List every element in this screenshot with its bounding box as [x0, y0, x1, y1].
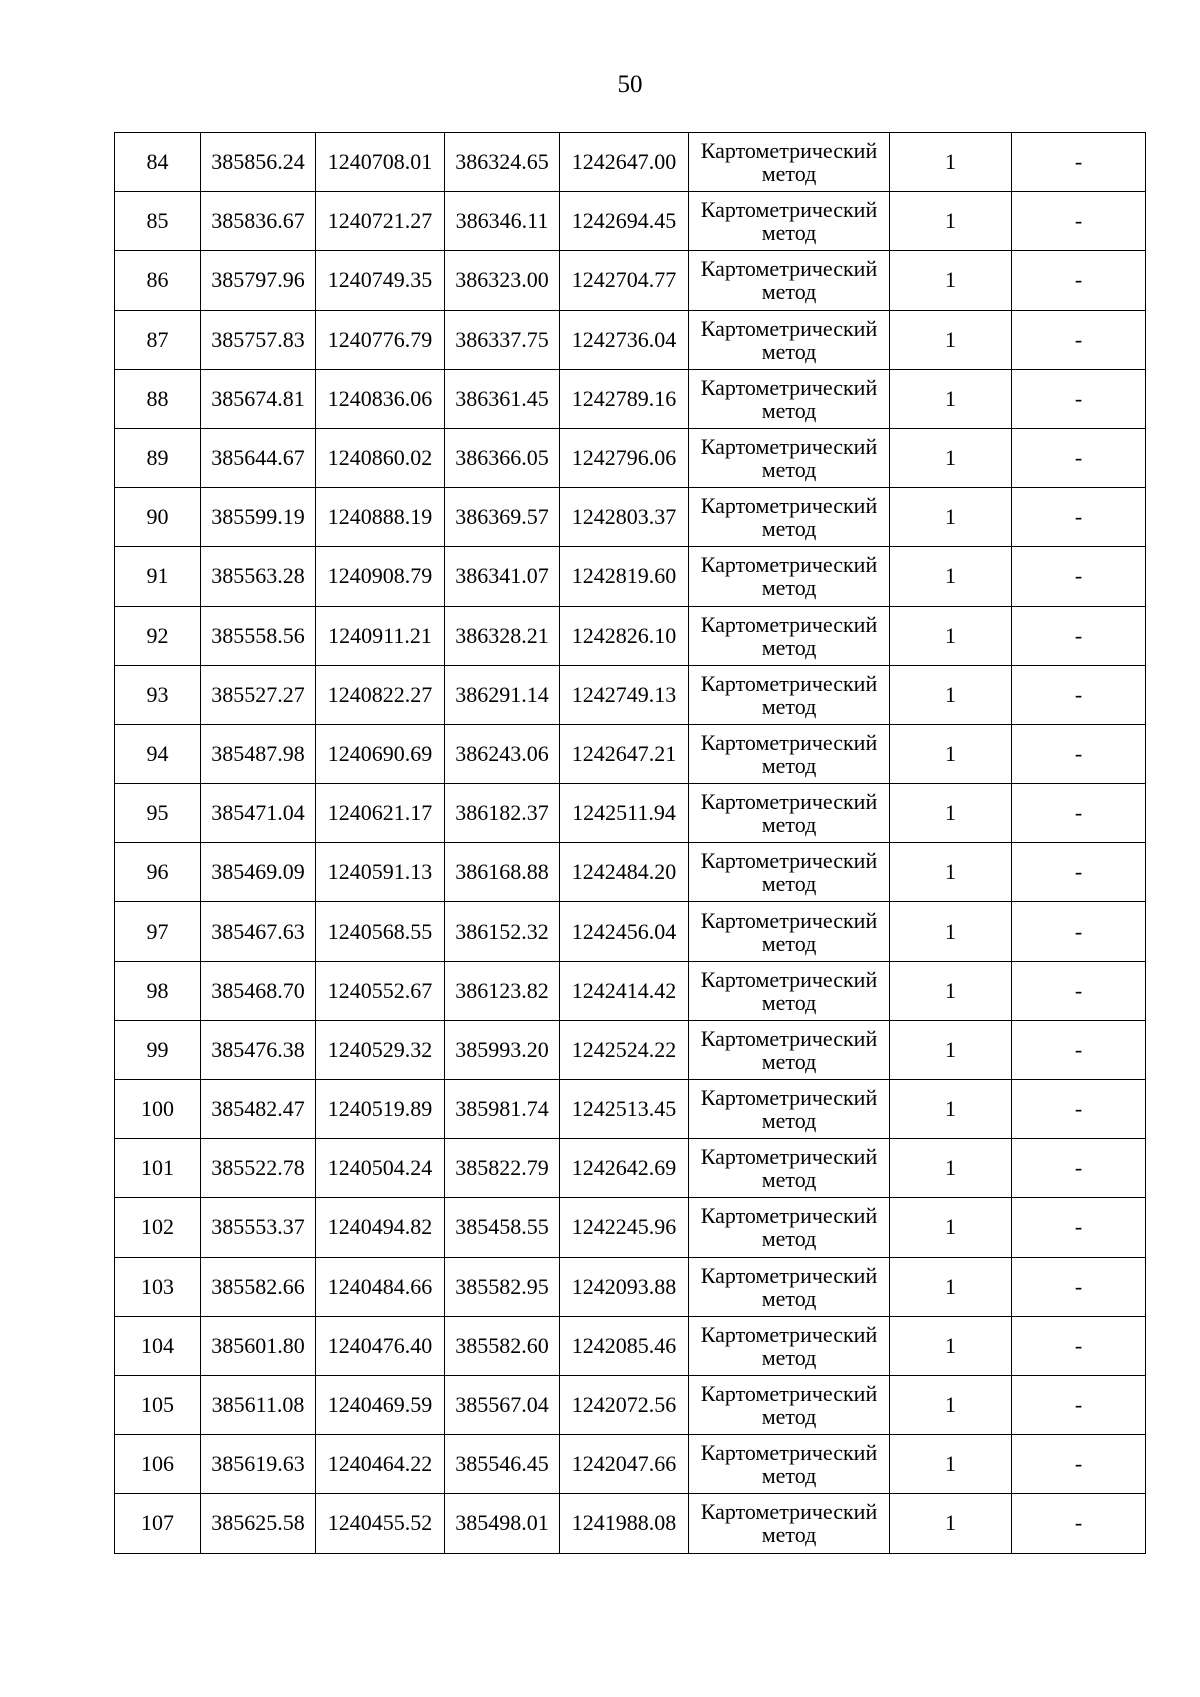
dash-cell: - — [1012, 310, 1146, 369]
method-cell — [689, 843, 890, 902]
method-cell — [689, 1257, 890, 1316]
method-line-1: Картометрический — [700, 670, 878, 696]
method-line-2: метод — [761, 457, 817, 483]
value-cell: 1 — [890, 369, 1012, 428]
table-row — [115, 606, 1146, 665]
table-row — [115, 665, 1146, 724]
y2-cell: 1242047.66 — [560, 1435, 689, 1494]
value-cell: 1 — [890, 606, 1012, 665]
y2-cell: 1241988.08 — [560, 1494, 689, 1553]
point-number-cell: 93 — [115, 665, 201, 724]
method-line-1: Картометрический — [700, 611, 878, 637]
dash-cell: - — [1012, 1316, 1146, 1375]
method-line-1: Картометрический — [700, 374, 878, 400]
x1-cell: 385644.67 — [201, 428, 316, 487]
x2-cell: 385993.20 — [445, 1020, 560, 1079]
point-number-cell: 103 — [115, 1257, 201, 1316]
x1-cell: 385582.66 — [201, 1257, 316, 1316]
point-number-cell: 85 — [115, 192, 201, 251]
method-line-2: метод — [761, 634, 817, 660]
table-row — [115, 961, 1146, 1020]
method-line-2: метод — [761, 752, 817, 778]
point-number-cell: 104 — [115, 1316, 201, 1375]
x2-cell: 385582.60 — [445, 1316, 560, 1375]
point-number-cell: 84 — [115, 133, 201, 192]
x2-cell: 386152.32 — [445, 902, 560, 961]
y1-cell: 1240690.69 — [316, 724, 445, 783]
y1-cell: 1240476.40 — [316, 1316, 445, 1375]
x2-cell: 385498.01 — [445, 1494, 560, 1553]
method-line-1: Картометрический — [700, 1025, 878, 1051]
dash-cell: - — [1012, 1020, 1146, 1079]
method-cell — [689, 1139, 890, 1198]
y2-cell: 1242511.94 — [560, 784, 689, 843]
dash-cell: - — [1012, 784, 1146, 843]
dash-cell: - — [1012, 665, 1146, 724]
value-cell: 1 — [890, 665, 1012, 724]
table-row — [115, 428, 1146, 487]
method-cell — [689, 606, 890, 665]
x1-cell: 385558.56 — [201, 606, 316, 665]
method-cell — [689, 1316, 890, 1375]
method-line-2: метод — [761, 930, 817, 956]
x2-cell: 386324.65 — [445, 133, 560, 192]
point-number-cell: 97 — [115, 902, 201, 961]
table-row — [115, 1020, 1146, 1079]
value-cell: 1 — [890, 1257, 1012, 1316]
value-cell: 1 — [890, 1375, 1012, 1434]
method-line-1: Картометрический — [700, 197, 878, 223]
x1-cell: 385601.80 — [201, 1316, 316, 1375]
x2-cell: 386328.21 — [445, 606, 560, 665]
x2-cell: 386323.00 — [445, 251, 560, 310]
dash-cell: - — [1012, 488, 1146, 547]
y2-cell: 1242749.13 — [560, 665, 689, 724]
dash-cell: - — [1012, 369, 1146, 428]
method-cell — [689, 428, 890, 487]
y2-cell: 1242524.22 — [560, 1020, 689, 1079]
y2-cell: 1242694.45 — [560, 192, 689, 251]
method-cell — [689, 1494, 890, 1553]
point-number-cell: 100 — [115, 1080, 201, 1139]
dash-cell: - — [1012, 1494, 1146, 1553]
y1-cell: 1240464.22 — [316, 1435, 445, 1494]
method-cell — [689, 488, 890, 547]
y2-cell: 1242647.21 — [560, 724, 689, 783]
method-line-2: метод — [761, 1463, 817, 1489]
method-cell — [689, 665, 890, 724]
method-cell — [689, 1080, 890, 1139]
y2-cell: 1242414.42 — [560, 961, 689, 1020]
value-cell: 1 — [890, 902, 1012, 961]
method-cell — [689, 1020, 890, 1079]
value-cell: 1 — [890, 1198, 1012, 1257]
value-cell: 1 — [890, 488, 1012, 547]
table-row — [115, 192, 1146, 251]
method-line-1: Картометрический — [700, 493, 878, 519]
y2-cell: 1242796.06 — [560, 428, 689, 487]
point-number-cell: 94 — [115, 724, 201, 783]
table-row — [115, 547, 1146, 606]
y1-cell: 1240455.52 — [316, 1494, 445, 1553]
method-line-2: метод — [761, 1167, 817, 1193]
dash-cell: - — [1012, 902, 1146, 961]
point-number-cell: 101 — [115, 1139, 201, 1198]
y1-cell: 1240504.24 — [316, 1139, 445, 1198]
method-line-2: метод — [761, 1522, 817, 1548]
y2-cell: 1242072.56 — [560, 1375, 689, 1434]
dash-cell: - — [1012, 547, 1146, 606]
point-number-cell: 102 — [115, 1198, 201, 1257]
y1-cell: 1240519.89 — [316, 1080, 445, 1139]
table-row — [115, 251, 1146, 310]
dash-cell: - — [1012, 251, 1146, 310]
y2-cell: 1242647.00 — [560, 133, 689, 192]
method-line-2: метод — [761, 1344, 817, 1370]
dash-cell: - — [1012, 1080, 1146, 1139]
x2-cell: 386341.07 — [445, 547, 560, 606]
value-cell: 1 — [890, 428, 1012, 487]
method-line-2: метод — [761, 1108, 817, 1134]
method-line-2: метод — [761, 812, 817, 838]
method-line-1: Картометрический — [700, 552, 878, 578]
value-cell: 1 — [890, 1080, 1012, 1139]
method-line-1: Картометрический — [700, 729, 878, 755]
table-row — [115, 1375, 1146, 1434]
x2-cell: 385822.79 — [445, 1139, 560, 1198]
x1-cell: 385471.04 — [201, 784, 316, 843]
x2-cell: 386168.88 — [445, 843, 560, 902]
x1-cell: 385757.83 — [201, 310, 316, 369]
method-line-2: метод — [761, 871, 817, 897]
value-cell: 1 — [890, 1435, 1012, 1494]
method-line-2: метод — [761, 989, 817, 1015]
method-line-2: метод — [761, 516, 817, 542]
x2-cell: 386182.37 — [445, 784, 560, 843]
value-cell: 1 — [890, 192, 1012, 251]
dash-cell: - — [1012, 192, 1146, 251]
dash-cell: - — [1012, 428, 1146, 487]
point-number-cell: 90 — [115, 488, 201, 547]
table-row — [115, 369, 1146, 428]
method-line-2: метод — [761, 220, 817, 246]
method-line-1: Картометрический — [700, 434, 878, 460]
value-cell: 1 — [890, 843, 1012, 902]
method-line-2: метод — [761, 1404, 817, 1430]
method-line-1: Картометрический — [700, 256, 878, 282]
x2-cell: 386366.05 — [445, 428, 560, 487]
x1-cell: 385619.63 — [201, 1435, 316, 1494]
method-cell — [689, 369, 890, 428]
y2-cell: 1242456.04 — [560, 902, 689, 961]
dash-cell: - — [1012, 724, 1146, 783]
method-line-2: метод — [761, 279, 817, 305]
method-cell — [689, 310, 890, 369]
table-row — [115, 1080, 1146, 1139]
point-number-cell: 98 — [115, 961, 201, 1020]
table-row — [115, 1494, 1146, 1553]
y2-cell: 1242789.16 — [560, 369, 689, 428]
method-line-2: метод — [761, 575, 817, 601]
method-line-1: Картометрический — [700, 789, 878, 815]
x1-cell: 385482.47 — [201, 1080, 316, 1139]
y1-cell: 1240822.27 — [316, 665, 445, 724]
value-cell: 1 — [890, 1494, 1012, 1553]
value-cell: 1 — [890, 1020, 1012, 1079]
method-line-2: метод — [761, 338, 817, 364]
point-number-cell: 92 — [115, 606, 201, 665]
x2-cell: 385546.45 — [445, 1435, 560, 1494]
x2-cell: 385582.95 — [445, 1257, 560, 1316]
point-number-cell: 105 — [115, 1375, 201, 1434]
y1-cell: 1240591.13 — [316, 843, 445, 902]
method-line-2: метод — [761, 161, 817, 187]
method-line-2: метод — [761, 693, 817, 719]
y1-cell: 1240860.02 — [316, 428, 445, 487]
x2-cell: 385458.55 — [445, 1198, 560, 1257]
x2-cell: 385567.04 — [445, 1375, 560, 1434]
method-cell — [689, 1435, 890, 1494]
y2-cell: 1242093.88 — [560, 1257, 689, 1316]
x1-cell: 385836.67 — [201, 192, 316, 251]
y1-cell: 1240776.79 — [316, 310, 445, 369]
x1-cell: 385674.81 — [201, 369, 316, 428]
y2-cell: 1242642.69 — [560, 1139, 689, 1198]
method-line-1: Картометрический — [700, 1085, 878, 1111]
value-cell: 1 — [890, 547, 1012, 606]
point-number-cell: 99 — [115, 1020, 201, 1079]
x2-cell: 386369.57 — [445, 488, 560, 547]
y2-cell: 1242819.60 — [560, 547, 689, 606]
x1-cell: 385797.96 — [201, 251, 316, 310]
method-line-2: метод — [761, 1226, 817, 1252]
method-cell — [689, 133, 890, 192]
x2-cell: 386361.45 — [445, 369, 560, 428]
method-cell — [689, 784, 890, 843]
method-line-2: метод — [761, 1285, 817, 1311]
y2-cell: 1242736.04 — [560, 310, 689, 369]
y1-cell: 1240484.66 — [316, 1257, 445, 1316]
y1-cell: 1240621.17 — [316, 784, 445, 843]
method-cell — [689, 547, 890, 606]
method-line-1: Картометрический — [700, 966, 878, 992]
y1-cell: 1240908.79 — [316, 547, 445, 606]
y1-cell: 1240494.82 — [316, 1198, 445, 1257]
x2-cell: 386243.06 — [445, 724, 560, 783]
value-cell: 1 — [890, 310, 1012, 369]
value-cell: 1 — [890, 251, 1012, 310]
method-cell — [689, 192, 890, 251]
y2-cell: 1242513.45 — [560, 1080, 689, 1139]
point-number-cell: 89 — [115, 428, 201, 487]
method-line-1: Картометрический — [700, 1321, 878, 1347]
point-number-cell: 91 — [115, 547, 201, 606]
x2-cell: 385981.74 — [445, 1080, 560, 1139]
table-row — [115, 1139, 1146, 1198]
y1-cell: 1240708.01 — [316, 133, 445, 192]
method-cell — [689, 1375, 890, 1434]
table-row — [115, 488, 1146, 547]
point-number-cell: 86 — [115, 251, 201, 310]
method-cell — [689, 961, 890, 1020]
y1-cell: 1240911.21 — [316, 606, 445, 665]
point-number-cell: 96 — [115, 843, 201, 902]
value-cell: 1 — [890, 133, 1012, 192]
dash-cell: - — [1012, 1257, 1146, 1316]
point-number-cell: 106 — [115, 1435, 201, 1494]
table-body — [115, 133, 1146, 1554]
x1-cell: 385611.08 — [201, 1375, 316, 1434]
table-row — [115, 902, 1146, 961]
point-number-cell: 87 — [115, 310, 201, 369]
method-line-1: Картометрический — [700, 848, 878, 874]
dash-cell: - — [1012, 1139, 1146, 1198]
table-row — [115, 1198, 1146, 1257]
table-row — [115, 784, 1146, 843]
y2-cell: 1242245.96 — [560, 1198, 689, 1257]
x2-cell: 386291.14 — [445, 665, 560, 724]
x1-cell: 385476.38 — [201, 1020, 316, 1079]
method-line-2: метод — [761, 1048, 817, 1074]
value-cell: 1 — [890, 1316, 1012, 1375]
method-line-1: Картометрический — [700, 1262, 878, 1288]
method-cell — [689, 1198, 890, 1257]
x1-cell: 385468.70 — [201, 961, 316, 1020]
x2-cell: 386123.82 — [445, 961, 560, 1020]
dash-cell: - — [1012, 1435, 1146, 1494]
y1-cell: 1240888.19 — [316, 488, 445, 547]
dash-cell: - — [1012, 1198, 1146, 1257]
value-cell: 1 — [890, 1139, 1012, 1198]
x2-cell: 386337.75 — [445, 310, 560, 369]
x1-cell: 385563.28 — [201, 547, 316, 606]
point-number-cell: 88 — [115, 369, 201, 428]
coordinates-table — [114, 132, 1146, 1554]
y1-cell: 1240469.59 — [316, 1375, 445, 1434]
table-row — [115, 310, 1146, 369]
dash-cell: - — [1012, 843, 1146, 902]
method-line-1: Картометрический — [700, 315, 878, 341]
y2-cell: 1242803.37 — [560, 488, 689, 547]
y1-cell: 1240721.27 — [316, 192, 445, 251]
method-line-1: Картометрический — [700, 1381, 878, 1407]
x1-cell: 385553.37 — [201, 1198, 316, 1257]
method-line-1: Картометрический — [700, 1203, 878, 1229]
dash-cell: - — [1012, 133, 1146, 192]
x1-cell: 385625.58 — [201, 1494, 316, 1553]
dash-cell: - — [1012, 606, 1146, 665]
table-row — [115, 133, 1146, 192]
point-number-cell: 107 — [115, 1494, 201, 1553]
page-number: 50 — [617, 71, 643, 98]
table-row — [115, 1316, 1146, 1375]
y1-cell: 1240836.06 — [316, 369, 445, 428]
x1-cell: 385467.63 — [201, 902, 316, 961]
x1-cell: 385856.24 — [201, 133, 316, 192]
method-line-1: Картометрический — [700, 1144, 878, 1170]
method-cell — [689, 724, 890, 783]
x1-cell: 385527.27 — [201, 665, 316, 724]
y2-cell: 1242704.77 — [560, 251, 689, 310]
value-cell: 1 — [890, 724, 1012, 783]
x1-cell: 385599.19 — [201, 488, 316, 547]
y1-cell: 1240529.32 — [316, 1020, 445, 1079]
method-line-2: метод — [761, 397, 817, 423]
method-cell — [689, 251, 890, 310]
y2-cell: 1242085.46 — [560, 1316, 689, 1375]
y1-cell: 1240552.67 — [316, 961, 445, 1020]
dash-cell: - — [1012, 961, 1146, 1020]
point-number-cell: 95 — [115, 784, 201, 843]
x1-cell: 385487.98 — [201, 724, 316, 783]
table-row — [115, 724, 1146, 783]
method-line-1: Картометрический — [700, 907, 878, 933]
y1-cell: 1240749.35 — [316, 251, 445, 310]
method-line-1: Картометрический — [700, 1440, 878, 1466]
value-cell: 1 — [890, 784, 1012, 843]
table-row — [115, 1257, 1146, 1316]
x1-cell: 385469.09 — [201, 843, 316, 902]
x1-cell: 385522.78 — [201, 1139, 316, 1198]
y2-cell: 1242826.10 — [560, 606, 689, 665]
method-cell — [689, 902, 890, 961]
method-line-1: Картометрический — [700, 138, 878, 164]
method-line-1: Картометрический — [700, 1499, 878, 1525]
value-cell: 1 — [890, 961, 1012, 1020]
dash-cell: - — [1012, 1375, 1146, 1434]
y2-cell: 1242484.20 — [560, 843, 689, 902]
table-row — [115, 1435, 1146, 1494]
x2-cell: 386346.11 — [445, 192, 560, 251]
table-row — [115, 843, 1146, 902]
y1-cell: 1240568.55 — [316, 902, 445, 961]
